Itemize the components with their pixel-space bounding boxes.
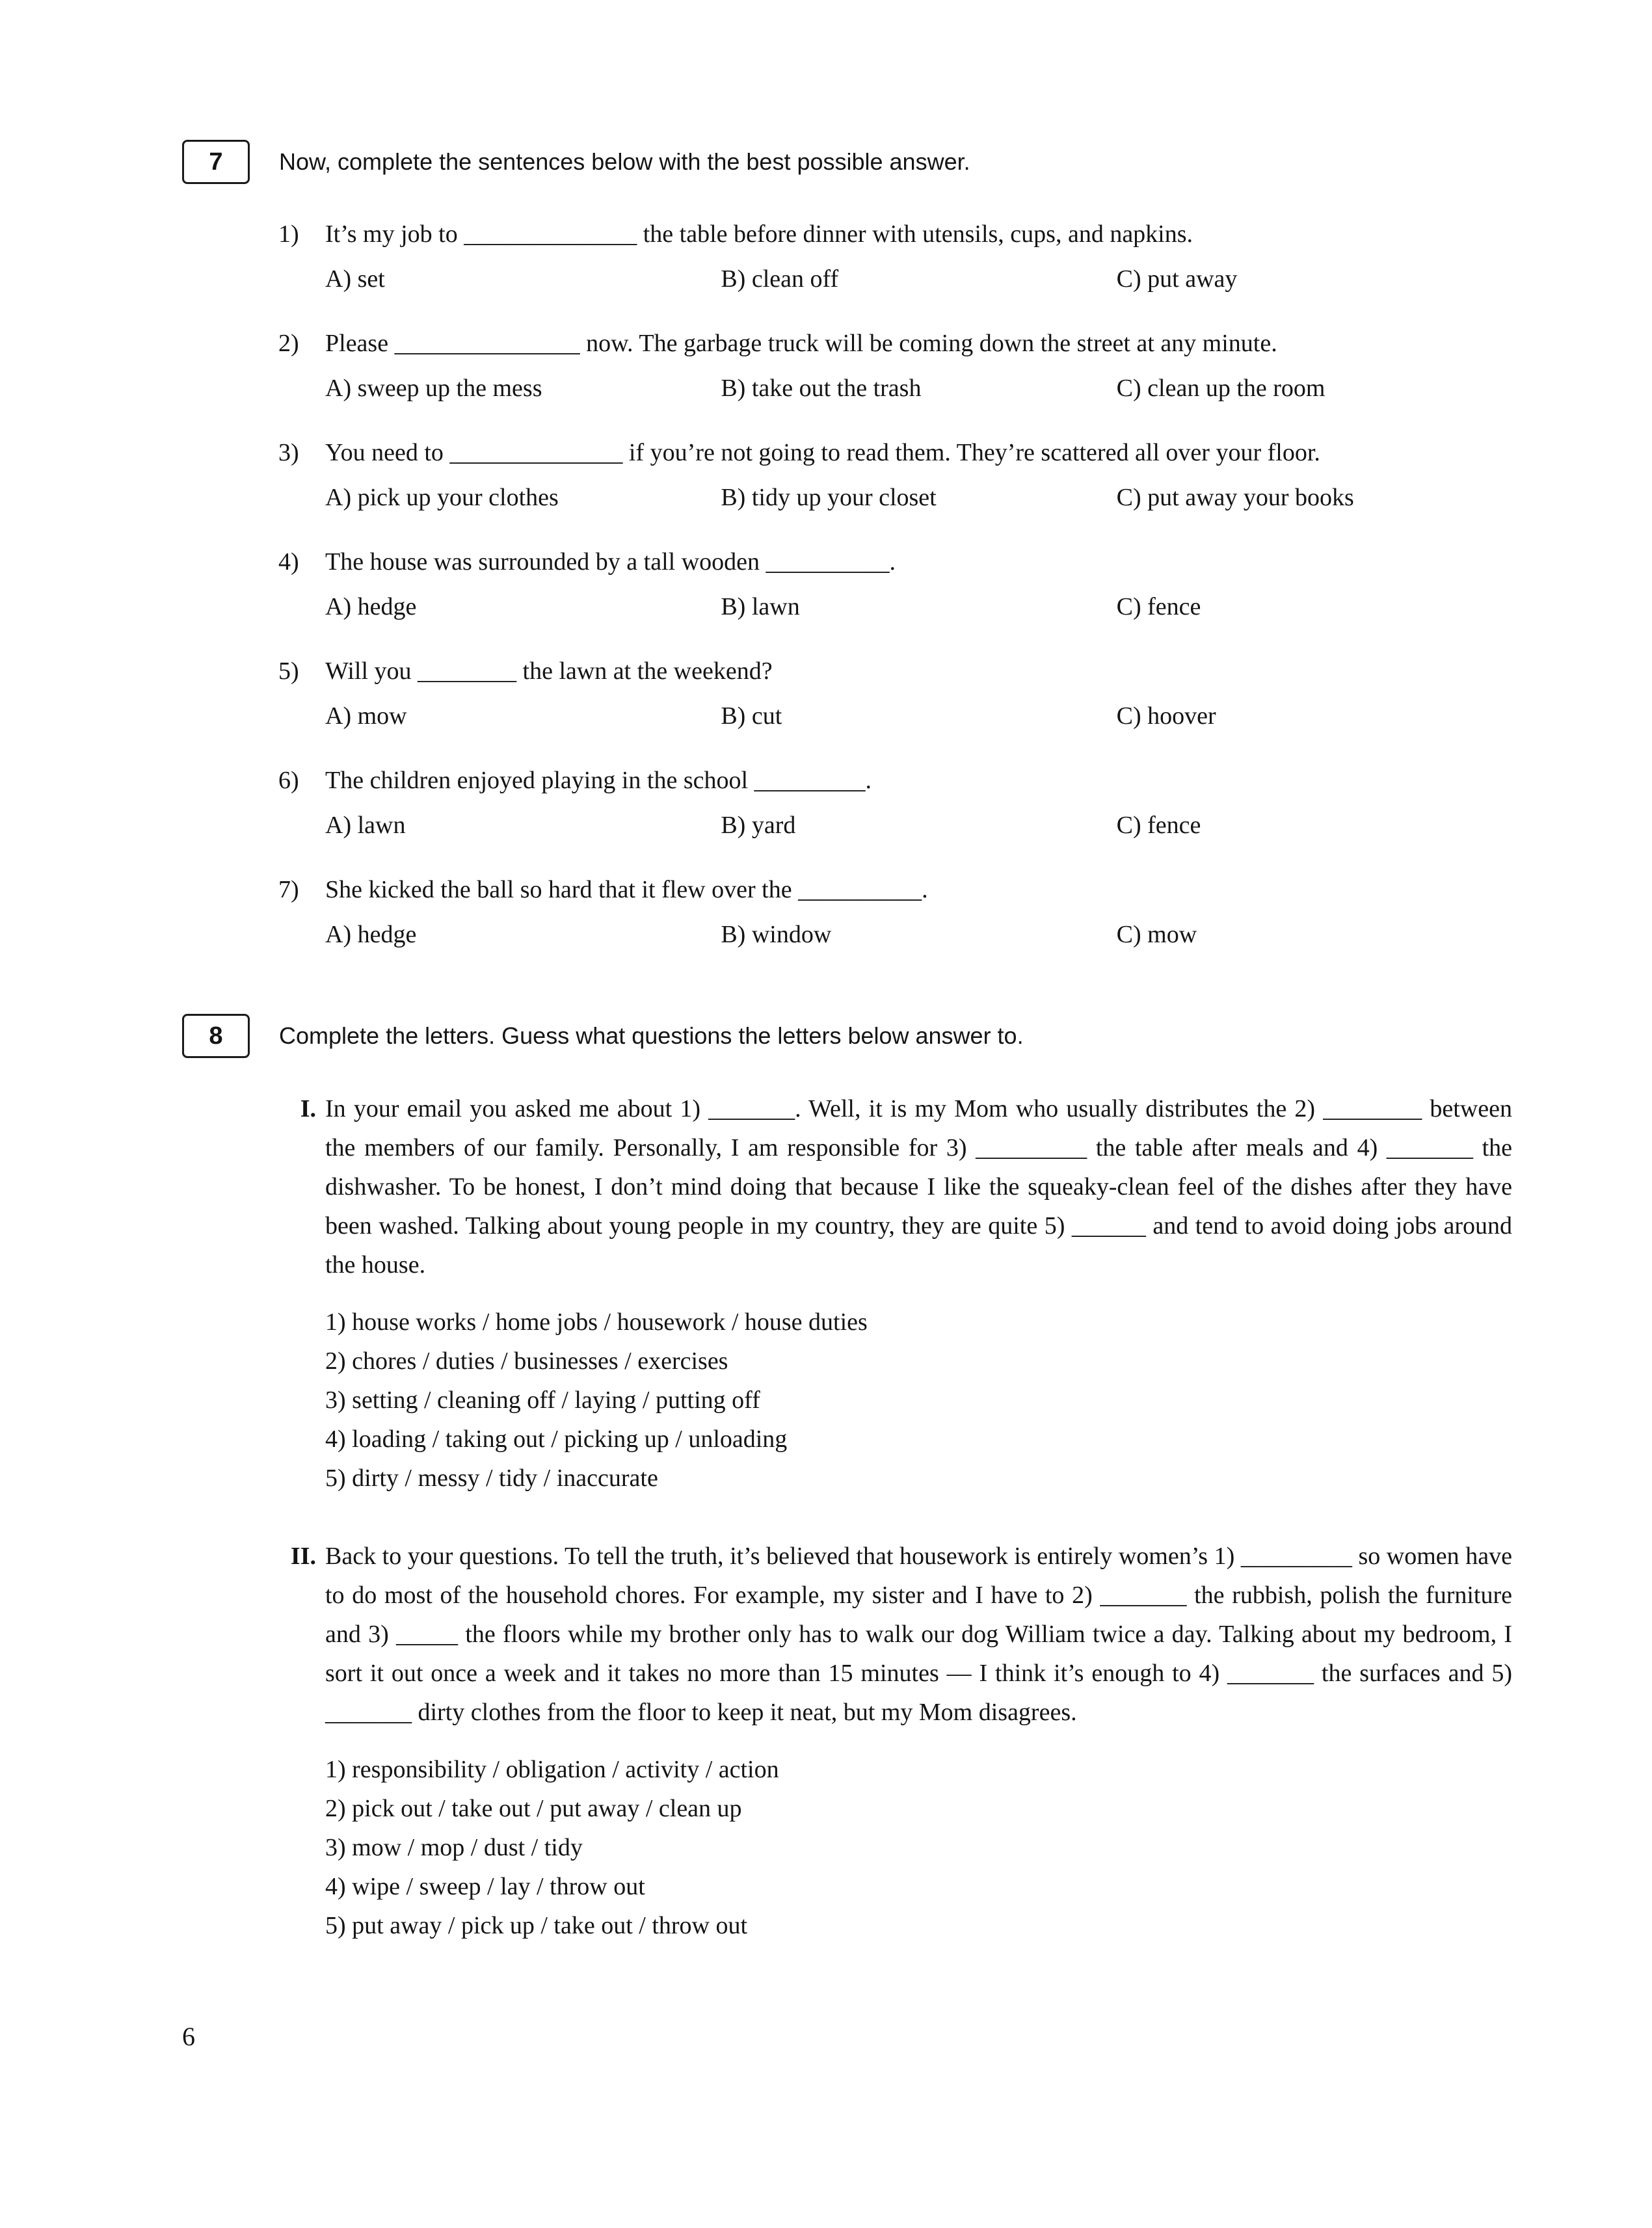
choice-line: 5) dirty / messy / tidy / inaccurate <box>325 1465 658 1492</box>
question-number: 5) <box>278 657 299 685</box>
choice-line: 1) responsibility / obligation / activity / action <box>325 1756 779 1783</box>
letter-block-2 <box>278 1537 1512 1945</box>
option-c: C) put away your books <box>1116 484 1354 511</box>
question-body: The children enjoyed playing in the school _________. <box>325 767 872 794</box>
exercise-7-prompt: Now, complete the sentences below with the best possible answer. <box>279 148 970 175</box>
exercise-8-letters <box>278 1089 1512 1945</box>
exercise-7 <box>182 140 1512 954</box>
question-body: It’s my job to ______________ the table before dinner with utensils, cups, and napkins. <box>325 220 1193 248</box>
question-body: The house was surrounded by a tall wooden __________. <box>325 548 896 576</box>
letter-paragraph <box>278 1537 1512 1732</box>
exercise-7-number-box <box>182 140 250 184</box>
option-c: C) fence <box>1116 593 1201 620</box>
question-body: Will you ________ the lawn at the weekend? <box>325 657 773 685</box>
choice-line: 1) house works / home jobs / housework / house duties <box>325 1308 868 1336</box>
question-item <box>278 652 1512 736</box>
option-c: C) fence <box>1116 812 1201 839</box>
question-number: 7) <box>278 876 299 903</box>
option-b: B) window <box>721 921 832 948</box>
question-item <box>278 543 1512 626</box>
exercise-7-questions <box>278 215 1512 954</box>
page-content <box>182 140 1512 1984</box>
question-text <box>278 871 1512 909</box>
question-item <box>278 215 1512 298</box>
option-c: C) mow <box>1116 921 1197 948</box>
option-b: B) cut <box>721 702 782 730</box>
options-row <box>278 260 1512 298</box>
choice-line: 3) setting / cleaning off / laying / putting off <box>325 1386 760 1414</box>
question-text <box>278 652 1512 691</box>
option-a: A) sweep up the mess <box>325 375 542 402</box>
options-row <box>278 369 1512 408</box>
option-c: C) put away <box>1116 265 1238 293</box>
exercise-8 <box>182 1014 1512 1945</box>
option-a: A) hedge <box>325 593 417 620</box>
question-number: 1) <box>278 220 299 248</box>
exercise-8-header <box>182 1014 1512 1058</box>
options-row <box>278 916 1512 954</box>
options-row <box>278 697 1512 736</box>
option-b: B) clean off <box>721 265 839 293</box>
choice-line: 2) chores / duties / businesses / exercises <box>325 1347 728 1375</box>
choices-list <box>278 1750 1512 1945</box>
choice-line: 5) put away / pick up / take out / throw out <box>325 1912 748 1939</box>
options-row <box>278 806 1512 845</box>
option-c: C) clean up the room <box>1116 375 1326 402</box>
letter-block-1 <box>278 1089 1512 1498</box>
option-b: B) take out the trash <box>721 375 922 402</box>
question-text <box>278 325 1512 363</box>
option-b: B) lawn <box>721 593 800 620</box>
letter-body: Back to your questions. To tell the truth, it’s believed that housework is entirely women’s 1) _________ so women have to do most of the household chores. For example, my sister and I have to 2) _______ the rubbish, polish the furniture and 3) _____ the floors while my brother only has to walk our dog William twice a day. Talking about my bedroom, I sort it out once a week and it takes no more than 15 minutes — I think it’s enough to 4) _______ the surfaces and 5) _______ dirty clothes from the floor to keep it neat, but my Mom disagrees. <box>325 1543 1512 1726</box>
option-a: A) set <box>325 265 385 293</box>
question-text <box>278 543 1512 581</box>
option-b: B) tidy up your closet <box>721 484 937 511</box>
question-number: 2) <box>278 330 299 357</box>
choice-line: 4) wipe / sweep / lay / throw out <box>325 1873 645 1900</box>
option-a: A) pick up your clothes <box>325 484 559 511</box>
page-number: 6 <box>182 2022 195 2051</box>
option-b: B) yard <box>721 812 796 839</box>
exercise-8-number: 8 <box>209 1022 223 1050</box>
exercise-8-prompt: Complete the letters. Guess what questions the letters below answer to. <box>279 1022 1024 1049</box>
choice-line: 2) pick out / take out / put away / clean up <box>325 1795 742 1822</box>
letter-roman-numeral: II. <box>290 1543 316 1570</box>
options-row <box>278 479 1512 517</box>
option-a: A) mow <box>325 702 407 730</box>
letter-paragraph <box>278 1089 1512 1284</box>
question-body: She kicked the ball so hard that it flew over the __________. <box>325 876 928 903</box>
question-body: You need to ______________ if you’re not going to read them. They’re scattered all over your floor. <box>325 439 1320 466</box>
choice-line: 3) mow / mop / dust / tidy <box>325 1834 583 1861</box>
exercise-8-number-box <box>182 1014 250 1058</box>
question-number: 4) <box>278 548 299 576</box>
question-text <box>278 762 1512 800</box>
question-number: 3) <box>278 439 299 466</box>
choice-line: 4) loading / taking out / picking up / unloading <box>325 1426 788 1453</box>
letter-body: In your email you asked me about 1) _______. Well, it is my Mom who usually distributes the 2) ________ between the members of our family. Personally, I am responsible for 3) _________ the table after meals and 4) _______ the dishwasher. To be honest, I don’t mind doing that because I like the squeaky-clean feel of the dishes after they have been washed. Talking about young people in my country, they are quite 5) ______ and tend to avoid doing jobs around the house. <box>325 1095 1512 1279</box>
question-item <box>278 434 1512 517</box>
options-row <box>278 588 1512 626</box>
question-item <box>278 871 1512 954</box>
exercise-7-number: 7 <box>209 148 223 176</box>
option-c: C) hoover <box>1116 702 1216 730</box>
letter-roman-numeral: I. <box>300 1095 316 1122</box>
question-text <box>278 215 1512 254</box>
option-a: A) lawn <box>325 812 406 839</box>
question-number: 6) <box>278 767 299 794</box>
exercise-7-header <box>182 140 1512 184</box>
question-item <box>278 325 1512 408</box>
option-a: A) hedge <box>325 921 417 948</box>
question-item <box>278 762 1512 845</box>
question-body: Please _______________ now. The garbage truck will be coming down the street at any minute. <box>325 330 1277 357</box>
choices-list <box>278 1303 1512 1498</box>
question-text <box>278 434 1512 472</box>
